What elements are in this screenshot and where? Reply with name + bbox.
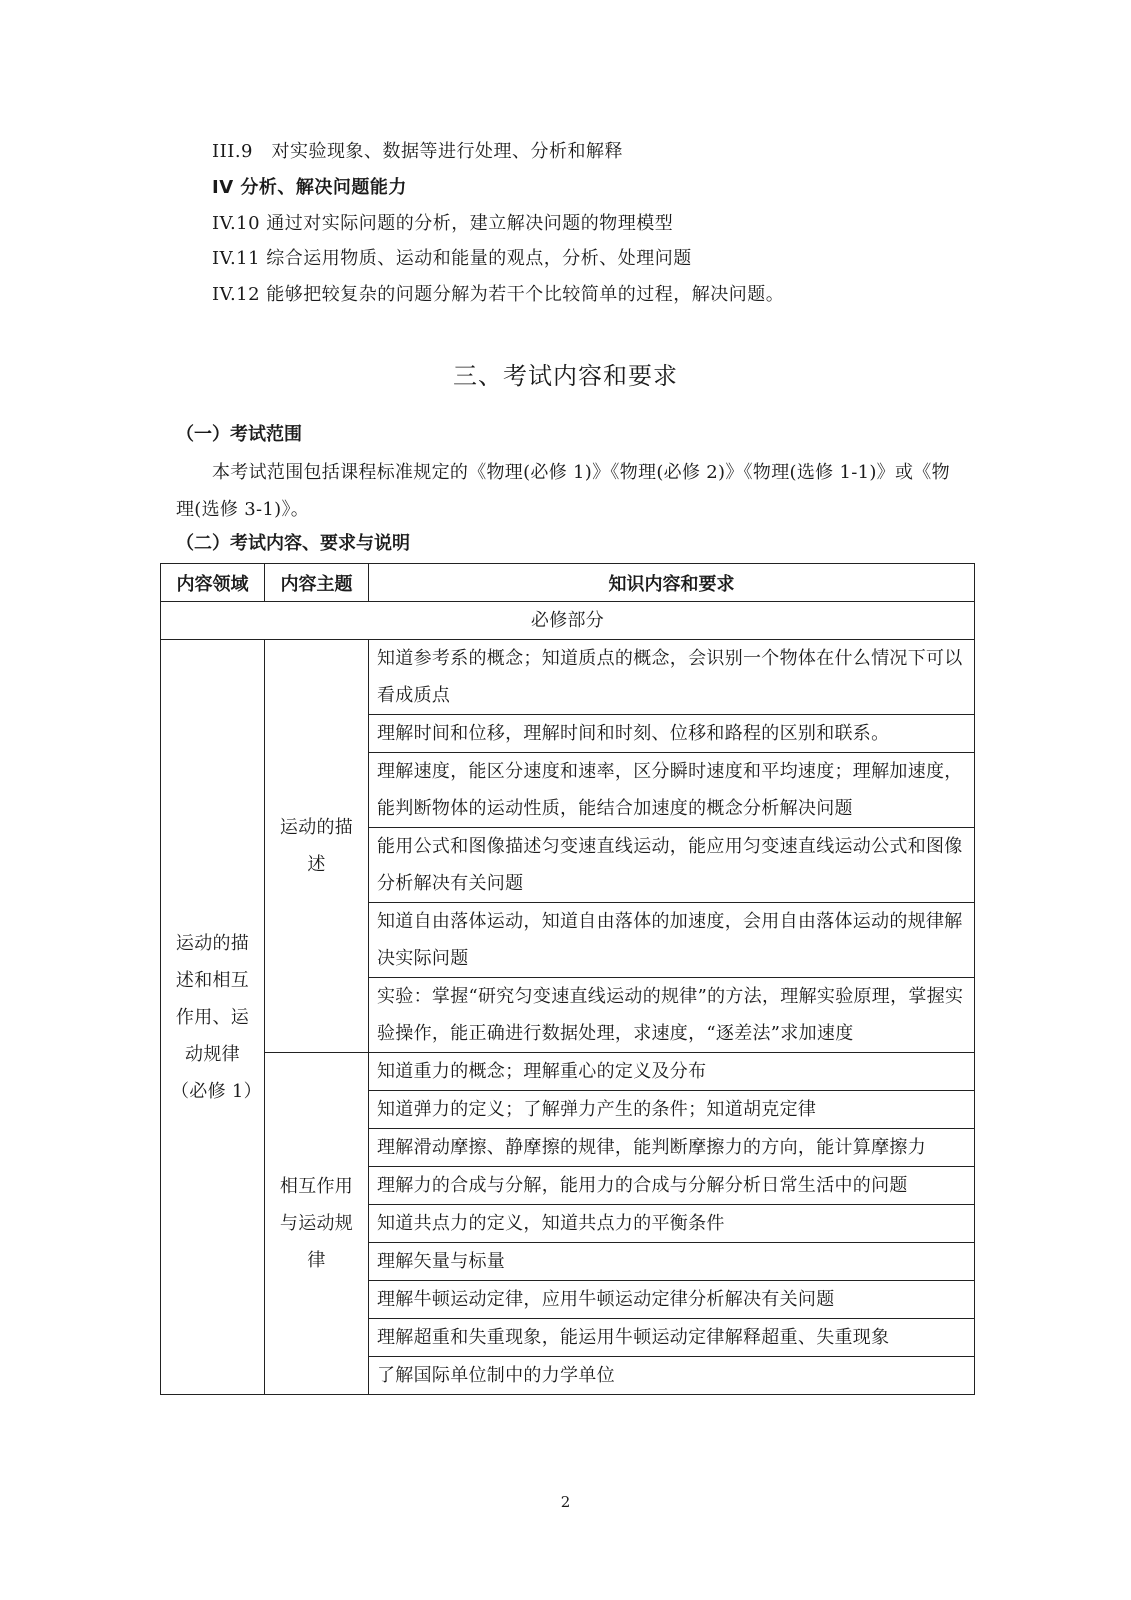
requirement-item: 理解滑动摩擦、静摩擦的规律，能判断摩擦力的方向，能计算摩擦力 (369, 1129, 975, 1167)
header-topic: 内容主题 (265, 564, 369, 602)
page-number: 2 (560, 1493, 571, 1511)
requirement-item: 知道共点力的定义，知道共点力的平衡条件 (369, 1205, 975, 1243)
topic-motion-description: 运动的描述 (265, 640, 369, 1053)
ability-item: III.9 对实验现象、数据等进行处理、分析和解释 (212, 141, 624, 162)
content-domain: 运动的描述和相互作用、运动规律（必修 1） (161, 640, 265, 1395)
table-header-row (161, 564, 975, 602)
requirement-item: 能用公式和图像描述匀变速直线运动，能应用匀变速直线运动公式和图像分析解决有关问题 (369, 828, 975, 903)
requirement-item: 知道重力的概念；理解重心的定义及分布 (369, 1053, 975, 1091)
requirement-item: 理解矢量与标量 (369, 1243, 975, 1281)
requirement-item: 了解国际单位制中的力学单位 (369, 1357, 975, 1395)
topic-interaction-laws: 相互作用与运动规律 (265, 1053, 369, 1395)
requirement-item: 知道参考系的概念；知道质点的概念，会识别一个物体在什么情况下可以看成质点 (369, 640, 975, 715)
requirement-item: 理解时间和位移，理解时间和时刻、位移和路程的区别和联系。 (369, 715, 975, 753)
requirement-item: 理解牛顿运动定律，应用牛顿运动定律分析解决有关问题 (369, 1281, 975, 1319)
section-title: 三、考试内容和要求 (453, 362, 678, 390)
requirements-table (160, 563, 975, 1395)
section-row-label: 必修部分 (161, 602, 975, 640)
requirement-item: 知道自由落体运动，知道自由落体的加速度，会用自由落体运动的规律解决实际问题 (369, 903, 975, 978)
header-requirements: 知识内容和要求 (369, 564, 975, 602)
requirement-item: 理解力的合成与分解，能用力的合成与分解分析日常生活中的问题 (369, 1167, 975, 1205)
table-row (161, 1053, 975, 1091)
requirement-item: 理解速度，能区分速度和速率，区分瞬时速度和平均速度；理解加速度，能判断物体的运动性质，能结合加速度的概念分析解决问题 (369, 753, 975, 828)
ability-heading: IV 分析、解决问题能力 (212, 177, 407, 198)
table-row (161, 640, 975, 715)
scope-text: 本考试范围包括课程标准规定的《物理(必修 1)》《物理(必修 2)》《物理(选修 1-1)》或《物理(选修 3-1)》。 (176, 462, 950, 520)
scope-heading: （一）考试范围 (176, 424, 302, 445)
ability-item: IV.12 能够把较复杂的问题分解为若干个比较简单的过程，解决问题。 (212, 284, 785, 305)
requirement-item: 理解超重和失重现象，能运用牛顿运动定律解释超重、失重现象 (369, 1319, 975, 1357)
content-heading: （二）考试内容、要求与说明 (176, 533, 410, 554)
requirement-item: 知道弹力的定义；了解弹力产生的条件；知道胡克定律 (369, 1091, 975, 1129)
ability-item: IV.11 综合运用物质、运动和能量的观点，分析、处理问题 (212, 248, 692, 269)
section-row (161, 602, 975, 640)
requirement-item: 实验：掌握“研究匀变速直线运动的规律”的方法，理解实验原理，掌握实验操作，能正确进行数据处理，求速度，“逐差法”求加速度 (369, 978, 975, 1053)
ability-item: IV.10 通过对实际问题的分析，建立解决问题的物理模型 (212, 213, 674, 234)
header-domain: 内容领域 (161, 564, 265, 602)
